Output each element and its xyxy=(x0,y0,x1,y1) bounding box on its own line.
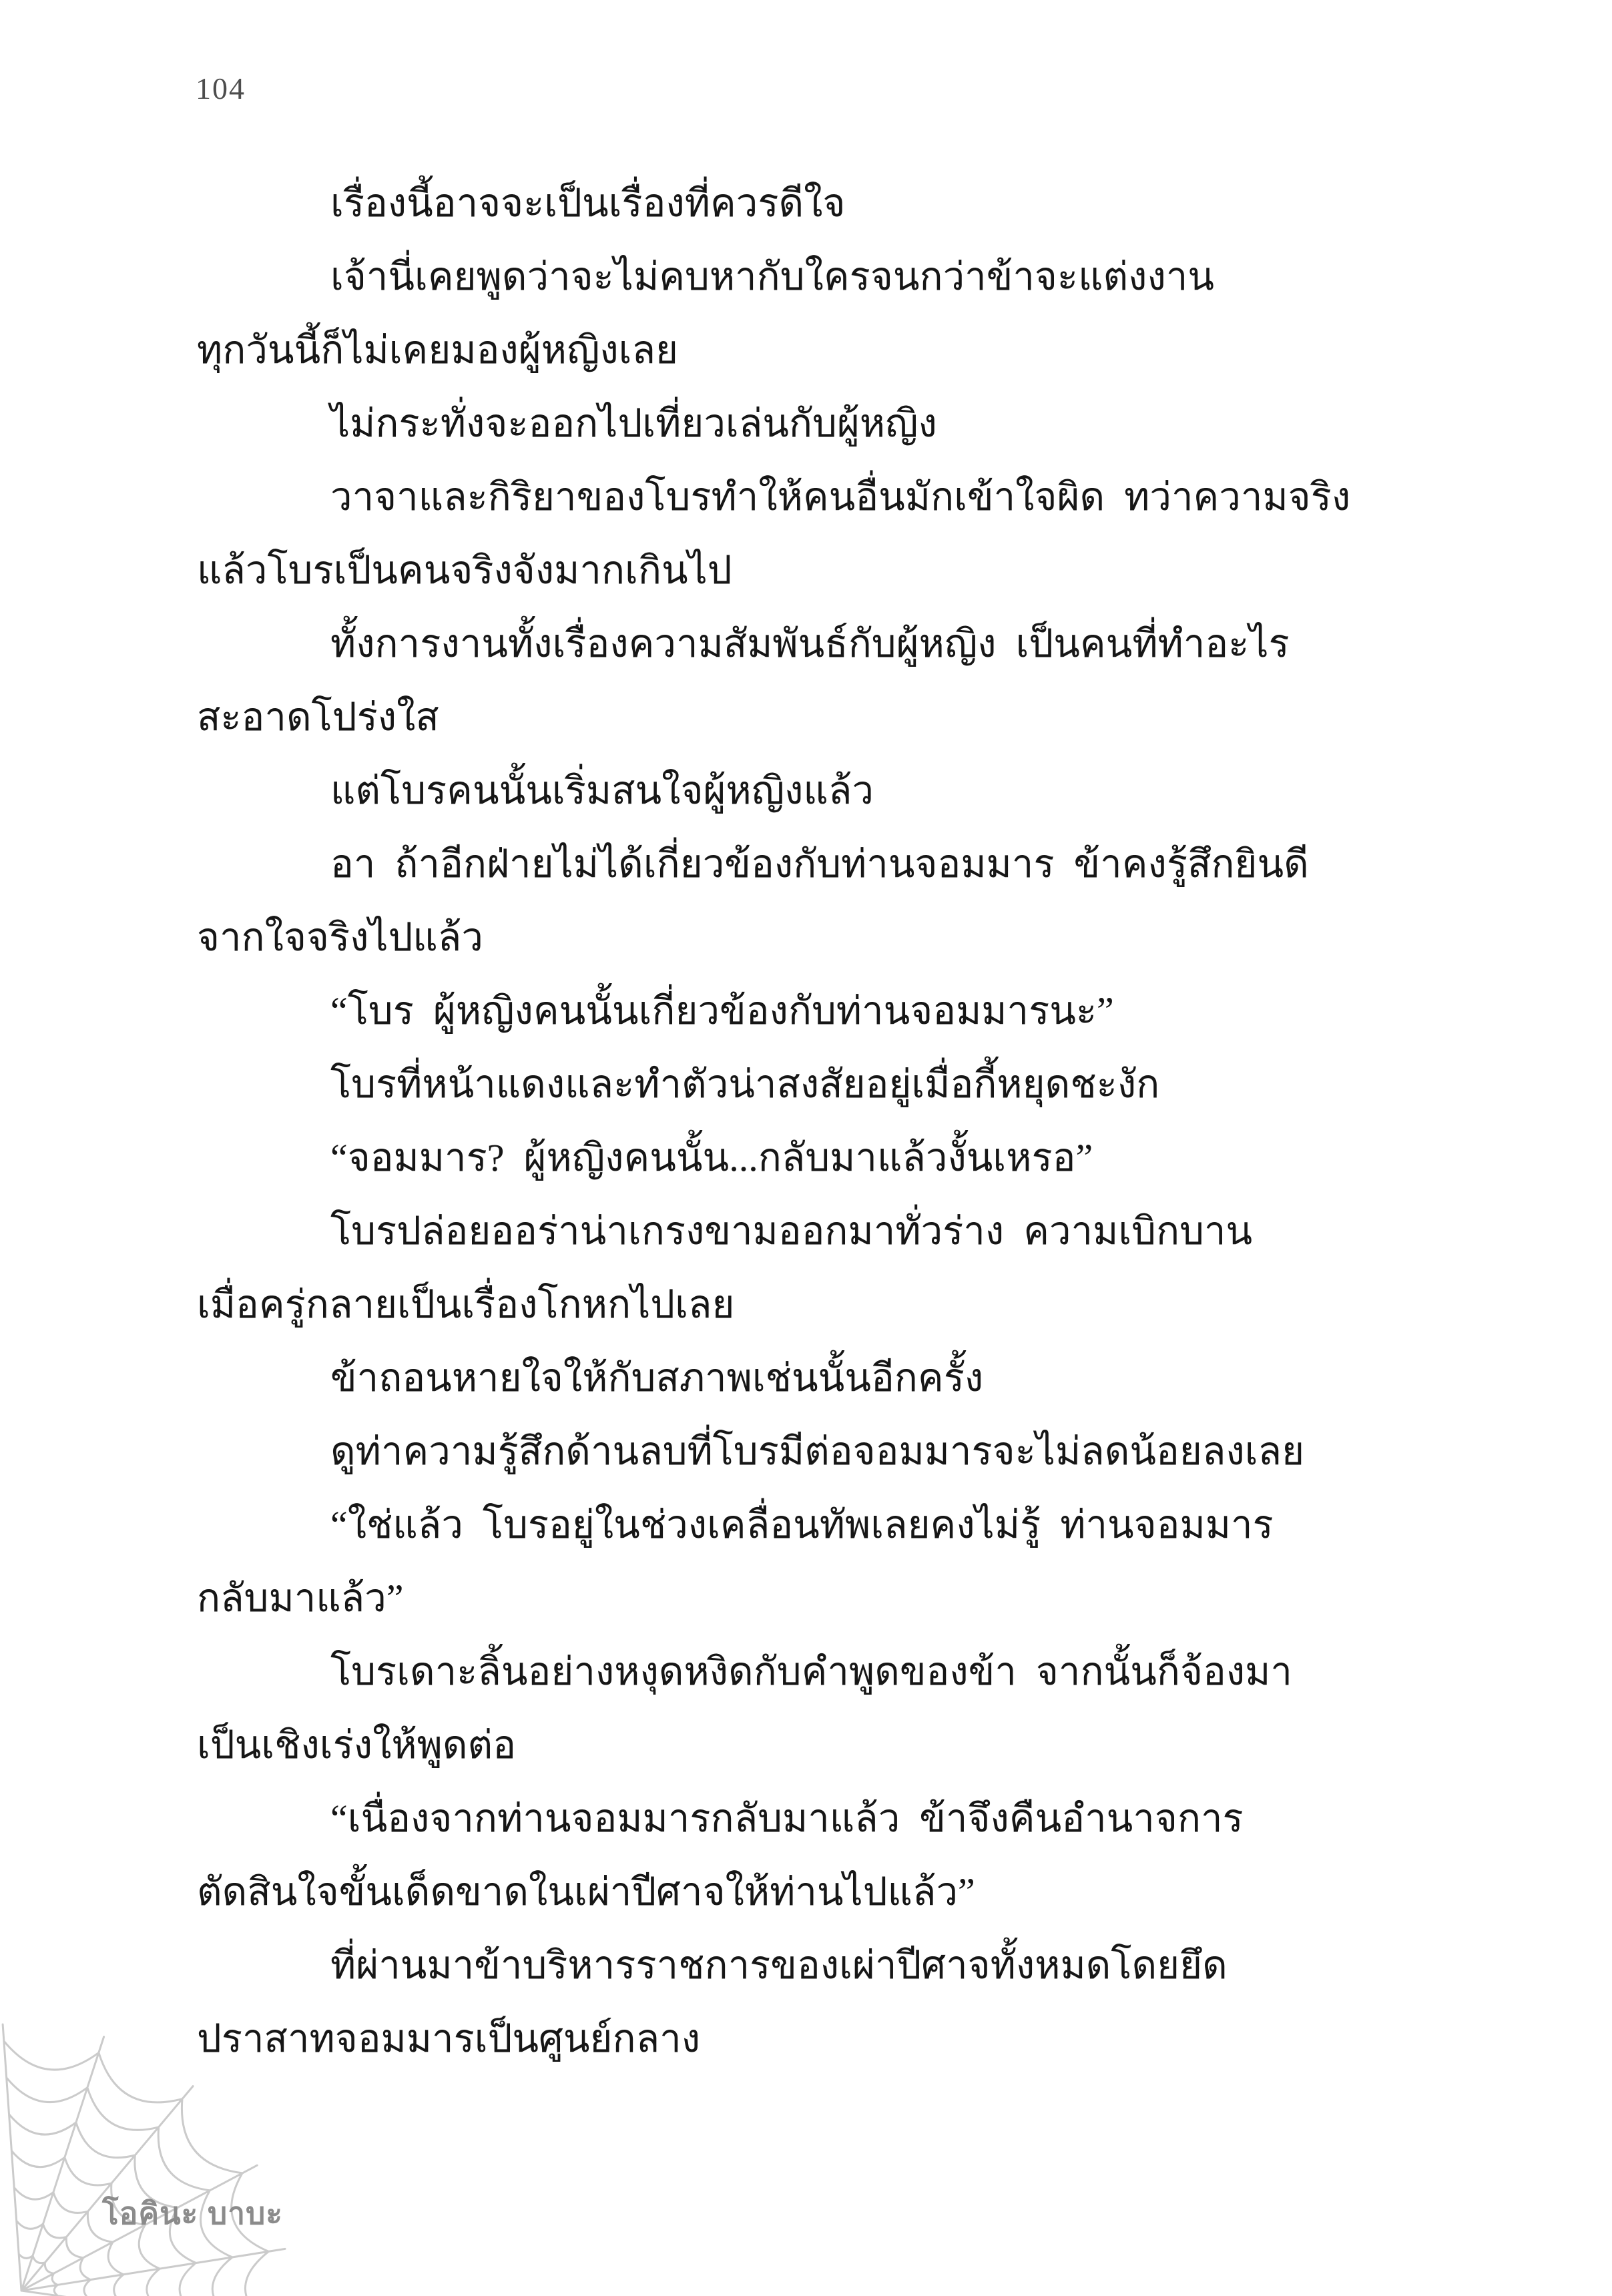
body-text xyxy=(197,167,1408,2076)
text-line: จากใจจริงไปแล้ว xyxy=(197,916,483,959)
text-line: ที่ผ่านมาข้าบริหารราชการของเผ่าปีศาจทั้งหมดโดยยึด xyxy=(330,1944,1228,1987)
text-line: ทั้งการงานทั้งเรื่องความสัมพันธ์กับผู้หญิง เป็นคนที่ทำอะไร xyxy=(330,622,1290,665)
text-line: อา ถ้าอีกฝ่ายไม่ได้เกี่ยวข้องกับท่านจอมมาร ข้าคงรู้สึกยินดี xyxy=(330,842,1309,886)
text-line: “ใช่แล้ว โบรอยู่ในช่วงเคลื่อนทัพเลยคงไม่รู้ ท่านจอมมาร xyxy=(330,1503,1274,1546)
text-line: กลับมาแล้ว” xyxy=(197,1576,404,1620)
page-number: 104 xyxy=(196,71,246,105)
text-line: สะอาดโปร่งใส xyxy=(197,695,439,739)
text-line: ปราสาทจอมมารเป็นศูนย์กลาง xyxy=(197,2017,701,2060)
text-line: แล้วโบรเป็นคนจริงจังมากเกินไป xyxy=(197,549,732,592)
spider-web-icon xyxy=(0,2016,414,2296)
text-line: โบรปล่อยออร่าน่าเกรงขามออกมาทั่วร่าง ความเบิกบาน xyxy=(330,1209,1253,1253)
text-line: “โบร ผู้หญิงคนนั้นเกี่ยวข้องกับท่านจอมมารนะ” xyxy=(330,989,1114,1033)
text-line: เรื่องนี้อาจจะเป็นเรื่องที่ควรดีใจ xyxy=(330,182,846,225)
text-line: ทุกวันนี้ก็ไม่เคยมองผู้หญิงเลย xyxy=(197,328,679,372)
text-line: แต่โบรคนนั้นเริ่มสนใจผู้หญิงแล้ว xyxy=(330,769,874,812)
text-line: โบรเดาะลิ้นอย่างหงุดหงิดกับคำพูดของข้า จากนั้นก็จ้องมา xyxy=(330,1650,1292,1693)
text-line: ไม่กระทั่งจะออกไปเที่ยวเล่นกับผู้หญิง xyxy=(330,402,937,445)
text-line: วาจาและกิริยาของโบรทำให้คนอื่นมักเข้าใจผิด ทว่าความจริง xyxy=(330,475,1351,519)
text-line: ดูท่าความรู้สึกด้านลบที่โบรมีต่อจอมมารจะไม่ลดน้อยลงเลย xyxy=(330,1430,1305,1473)
text-line: ตัดสินใจขั้นเด็ดขาดในเผ่าปีศาจให้ท่านไปแล้ว” xyxy=(197,1870,975,1914)
text-line: เจ้านี่เคยพูดว่าจะไม่คบหากับใครจนกว่าข้าจะแต่งงาน xyxy=(330,255,1214,298)
text-line: เมื่อครู่กลายเป็นเรื่องโกหกไปเลย xyxy=(197,1283,735,1326)
text-line: “จอมมาร? ผู้หญิงคนนั้น...กลับมาแล้วงั้นเหรอ” xyxy=(330,1136,1093,1179)
text-line: “เนื่องจากท่านจอมมารกลับมาแล้ว ข้าจึงคืนอำนาจการ xyxy=(330,1797,1244,1840)
author-credit: โอคินะ บาบะ xyxy=(102,2196,283,2231)
text-line: ข้าถอนหายใจให้กับสภาพเช่นนั้นอีกครั้ง xyxy=(330,1356,984,1400)
text-line: โบรที่หน้าแดงและทำตัวน่าสงสัยอยู่เมื่อกี้หยุดชะงัก xyxy=(330,1063,1160,1106)
text-line: เป็นเชิงเร่งให้พูดต่อ xyxy=(197,1723,517,1767)
